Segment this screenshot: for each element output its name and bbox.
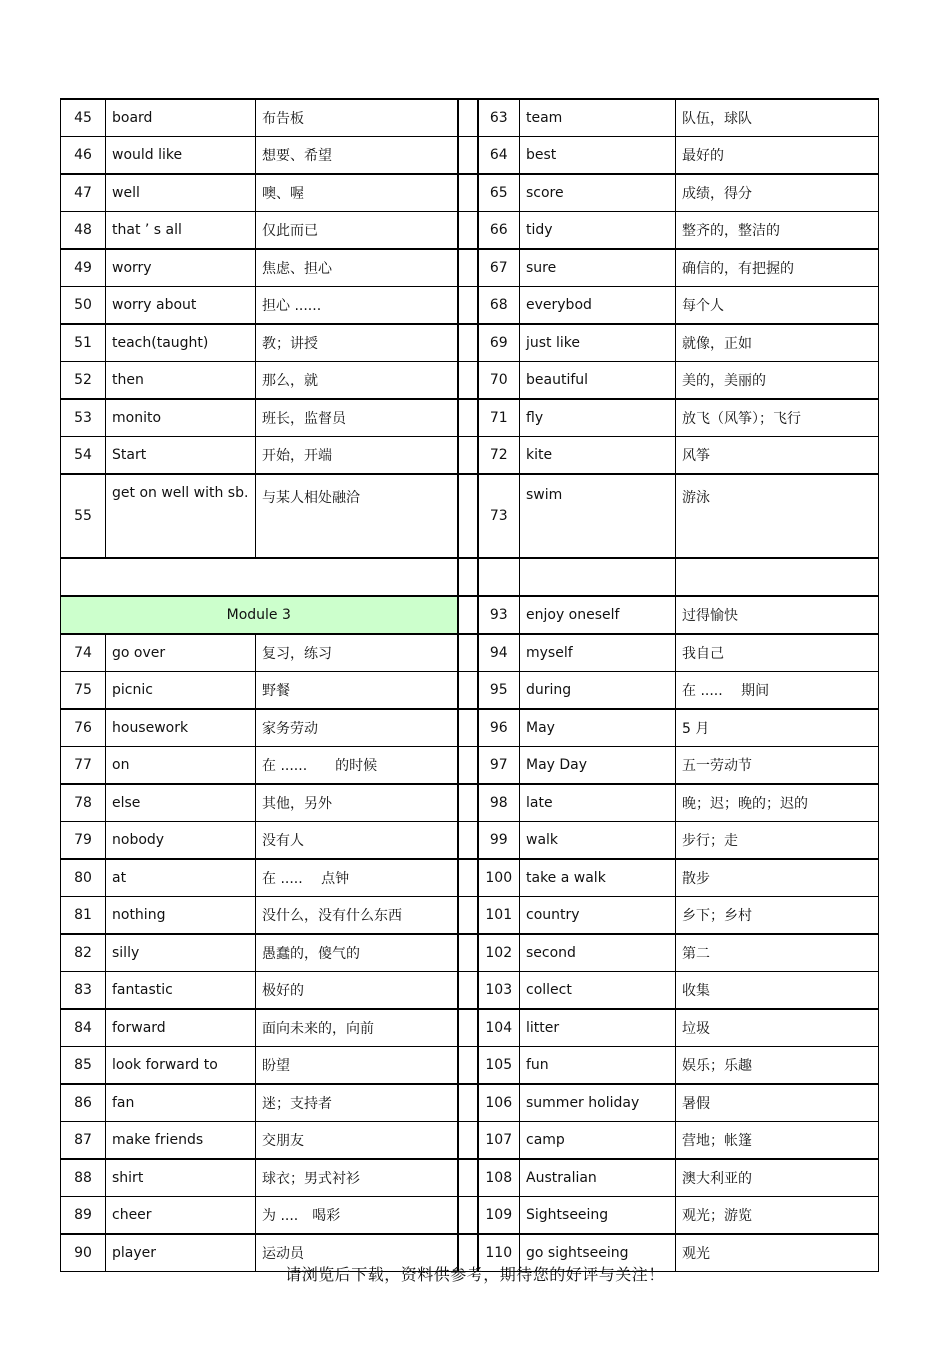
- chinese-meaning: 就像，正如: [676, 324, 879, 362]
- column-divider: [458, 822, 478, 860]
- english-term: Start: [106, 437, 256, 475]
- english-term: tidy: [520, 212, 676, 250]
- table-row: [61, 972, 879, 1010]
- entry-number: 69: [478, 324, 520, 362]
- vocab-row-55: [61, 474, 879, 634]
- entry-number: 70: [478, 362, 520, 400]
- english-term: at: [106, 859, 256, 897]
- vocab-rows-bottom: [61, 634, 879, 1272]
- entry-number: 95: [478, 672, 520, 710]
- entry-number: 71: [478, 399, 520, 437]
- empty-cell: [676, 558, 879, 596]
- empty-cell: [478, 558, 520, 596]
- english-term: during: [520, 672, 676, 710]
- entry-number: 109: [478, 1197, 520, 1235]
- english-term: late: [520, 784, 676, 822]
- chinese-meaning: 盼望: [256, 1047, 458, 1085]
- english-term: then: [106, 362, 256, 400]
- english-term: Sightseeing: [520, 1197, 676, 1235]
- column-divider: [458, 709, 478, 747]
- entry-number: 98: [478, 784, 520, 822]
- english-term: picnic: [106, 672, 256, 710]
- table-row: [61, 399, 879, 437]
- entry-number: 53: [61, 399, 106, 437]
- table-row: [61, 784, 879, 822]
- entry-number: 50: [61, 287, 106, 325]
- english-term: go over: [106, 634, 256, 672]
- english-term: take a walk: [520, 859, 676, 897]
- chinese-meaning: 野餐: [256, 672, 458, 710]
- chinese-meaning: 观光；游览: [676, 1197, 879, 1235]
- english-term: go sightseeing: [520, 1234, 676, 1272]
- english-term: else: [106, 784, 256, 822]
- chinese-meaning: 开始，开端: [256, 437, 458, 475]
- entry-number: 45: [61, 99, 106, 137]
- table-row: [61, 897, 879, 935]
- entry-number: 101: [478, 897, 520, 935]
- english-term: myself: [520, 634, 676, 672]
- english-term: summer holiday: [520, 1084, 676, 1122]
- entry-number: 83: [61, 972, 106, 1010]
- english-term: teach(taught): [106, 324, 256, 362]
- table-row: [61, 1122, 879, 1160]
- chinese-meaning: 过得愉快: [676, 596, 879, 634]
- english-term: beautiful: [520, 362, 676, 400]
- chinese-meaning: 在 ..... 期间: [676, 672, 879, 710]
- entry-number: 75: [61, 672, 106, 710]
- english-term: enjoy oneself: [520, 596, 676, 634]
- chinese-meaning: 担心 ......: [256, 287, 458, 325]
- column-divider: [458, 212, 478, 250]
- english-term: everybod: [520, 287, 676, 325]
- english-term: second: [520, 934, 676, 972]
- chinese-meaning: 极好的: [256, 972, 458, 1010]
- chinese-meaning: 迷；支持者: [256, 1084, 458, 1122]
- chinese-meaning: 成绩，得分: [676, 174, 879, 212]
- entry-number: 80: [61, 859, 106, 897]
- chinese-meaning: 5 月: [676, 709, 879, 747]
- table-row: [61, 324, 879, 362]
- entry-number: 104: [478, 1009, 520, 1047]
- empty-row: [61, 558, 879, 596]
- entry-number: 68: [478, 287, 520, 325]
- chinese-meaning: 没有人: [256, 822, 458, 860]
- english-term: cheer: [106, 1197, 256, 1235]
- chinese-meaning: 与某人相处融洽: [256, 474, 458, 558]
- chinese-meaning: 放飞（风筝）；飞行: [676, 399, 879, 437]
- chinese-meaning: 我自己: [676, 634, 879, 672]
- chinese-meaning: 在 ..... 点钟: [256, 859, 458, 897]
- english-term: Australian: [520, 1159, 676, 1197]
- entry-number: 86: [61, 1084, 106, 1122]
- entry-number: 46: [61, 137, 106, 175]
- column-divider: [458, 1159, 478, 1197]
- column-divider: [458, 249, 478, 287]
- english-term: well: [106, 174, 256, 212]
- english-term: just like: [520, 324, 676, 362]
- column-divider: [458, 324, 478, 362]
- table-row: [61, 859, 879, 897]
- chinese-meaning: 澳大利亚的: [676, 1159, 879, 1197]
- entry-number: 64: [478, 137, 520, 175]
- entry-number: 55: [61, 474, 106, 558]
- chinese-meaning: 交朋友: [256, 1122, 458, 1160]
- table-row: [61, 1047, 879, 1085]
- chinese-meaning: 五一劳动节: [676, 747, 879, 785]
- entry-number: 76: [61, 709, 106, 747]
- entry-number: 81: [61, 897, 106, 935]
- english-term: nobody: [106, 822, 256, 860]
- chinese-meaning: 家务劳动: [256, 709, 458, 747]
- entry-number: 54: [61, 437, 106, 475]
- english-term: May Day: [520, 747, 676, 785]
- table-row: [61, 249, 879, 287]
- english-term: May: [520, 709, 676, 747]
- chinese-meaning: 整齐的，整洁的: [676, 212, 879, 250]
- english-term: collect: [520, 972, 676, 1010]
- english-term: walk: [520, 822, 676, 860]
- table-row: [61, 1009, 879, 1047]
- entry-number: 82: [61, 934, 106, 972]
- english-term: get on well with sb.: [106, 474, 256, 558]
- entry-number: 89: [61, 1197, 106, 1235]
- table-row: [61, 709, 879, 747]
- empty-cell: [61, 558, 458, 596]
- chinese-meaning: 暑假: [676, 1084, 879, 1122]
- chinese-meaning: 焦虑、担心: [256, 249, 458, 287]
- chinese-meaning: 散步: [676, 859, 879, 897]
- chinese-meaning: 队伍，球队: [676, 99, 879, 137]
- entry-number: 99: [478, 822, 520, 860]
- column-divider: [458, 784, 478, 822]
- english-term: camp: [520, 1122, 676, 1160]
- english-term: housework: [106, 709, 256, 747]
- entry-number: 65: [478, 174, 520, 212]
- entry-number: 78: [61, 784, 106, 822]
- column-divider: [458, 474, 478, 558]
- entry-number: 110: [478, 1234, 520, 1272]
- entry-number: 63: [478, 99, 520, 137]
- chinese-meaning: 愚蠢的，傻气的: [256, 934, 458, 972]
- entry-number: 96: [478, 709, 520, 747]
- chinese-meaning: 那么，就: [256, 362, 458, 400]
- english-term: worry about: [106, 287, 256, 325]
- chinese-meaning: 最好的: [676, 137, 879, 175]
- english-term: sure: [520, 249, 676, 287]
- chinese-meaning: 其他，另外: [256, 784, 458, 822]
- chinese-meaning: 布告板: [256, 99, 458, 137]
- column-divider: [458, 1122, 478, 1160]
- entry-number: 106: [478, 1084, 520, 1122]
- column-divider: [458, 972, 478, 1010]
- column-divider: [458, 859, 478, 897]
- module-heading: Module 3: [61, 596, 458, 634]
- entry-number: 108: [478, 1159, 520, 1197]
- english-term: nothing: [106, 897, 256, 935]
- english-term: fan: [106, 1084, 256, 1122]
- entry-number: 49: [61, 249, 106, 287]
- column-divider: [458, 174, 478, 212]
- entry-number: 103: [478, 972, 520, 1010]
- english-term: that ’ s all: [106, 212, 256, 250]
- empty-cell: [520, 558, 676, 596]
- chinese-meaning: 风筝: [676, 437, 879, 475]
- column-divider: [458, 634, 478, 672]
- table-row: [61, 634, 879, 672]
- table-row: [61, 362, 879, 400]
- chinese-meaning: 步行；走: [676, 822, 879, 860]
- chinese-meaning: 乡下；乡村: [676, 897, 879, 935]
- chinese-meaning: 运动员: [256, 1234, 458, 1272]
- column-divider: [458, 137, 478, 175]
- english-term: make friends: [106, 1122, 256, 1160]
- entry-number: 93: [478, 596, 520, 634]
- english-term: board: [106, 99, 256, 137]
- entry-number: 48: [61, 212, 106, 250]
- entry-number: 88: [61, 1159, 106, 1197]
- entry-number: 77: [61, 747, 106, 785]
- column-divider: [458, 672, 478, 710]
- table-row: [61, 99, 879, 137]
- chinese-meaning: 没什么，没有什么东西: [256, 897, 458, 935]
- entry-number: 100: [478, 859, 520, 897]
- column-divider: [458, 1084, 478, 1122]
- chinese-meaning: 噢、喔: [256, 174, 458, 212]
- chinese-meaning: 营地；帐篷: [676, 1122, 879, 1160]
- column-divider: [458, 399, 478, 437]
- english-term: best: [520, 137, 676, 175]
- chinese-meaning: 面向未来的，向前: [256, 1009, 458, 1047]
- entry-number: 102: [478, 934, 520, 972]
- entry-number: 47: [61, 174, 106, 212]
- vocab-rows-top: [61, 99, 879, 474]
- entry-number: 66: [478, 212, 520, 250]
- chinese-meaning: 垃圾: [676, 1009, 879, 1047]
- column-divider: [458, 747, 478, 785]
- column-divider: [458, 287, 478, 325]
- chinese-meaning: 复习，练习: [256, 634, 458, 672]
- english-term: score: [520, 174, 676, 212]
- entry-number: 72: [478, 437, 520, 475]
- column-divider: [458, 934, 478, 972]
- entry-number: 74: [61, 634, 106, 672]
- english-term: country: [520, 897, 676, 935]
- table-row: [61, 437, 879, 475]
- chinese-meaning: 收集: [676, 972, 879, 1010]
- english-term: on: [106, 747, 256, 785]
- entry-number: 79: [61, 822, 106, 860]
- entry-number: 85: [61, 1047, 106, 1085]
- entry-number: 94: [478, 634, 520, 672]
- entry-number: 97: [478, 747, 520, 785]
- chinese-meaning: 在 ...... 的时候: [256, 747, 458, 785]
- chinese-meaning: 第二: [676, 934, 879, 972]
- footer-note: 请浏览后下载，资料供参考，期待您的好评与关注！: [285, 1265, 665, 1284]
- chinese-meaning: 观光: [676, 1234, 879, 1272]
- english-term: worry: [106, 249, 256, 287]
- column-divider: [458, 362, 478, 400]
- chinese-meaning: 仅此而已: [256, 212, 458, 250]
- entry-number: 73: [478, 474, 520, 558]
- table-row: [61, 474, 879, 558]
- chinese-meaning: 为 .... 喝彩: [256, 1197, 458, 1235]
- entry-number: 87: [61, 1122, 106, 1160]
- english-term: kite: [520, 437, 676, 475]
- module-row: [61, 596, 879, 634]
- table-row: [61, 1159, 879, 1197]
- table-row: [61, 1197, 879, 1235]
- english-term: silly: [106, 934, 256, 972]
- column-divider: [458, 558, 478, 596]
- english-term: fun: [520, 1047, 676, 1085]
- table-row: [61, 174, 879, 212]
- column-divider: [458, 897, 478, 935]
- table-row: [61, 934, 879, 972]
- english-term: swim: [520, 474, 676, 558]
- english-term: monito: [106, 399, 256, 437]
- table-row: [61, 822, 879, 860]
- chinese-meaning: 球衣；男式衬衫: [256, 1159, 458, 1197]
- english-term: shirt: [106, 1159, 256, 1197]
- chinese-meaning: 游泳: [676, 474, 879, 558]
- chinese-meaning: 美的，美丽的: [676, 362, 879, 400]
- entry-number: 107: [478, 1122, 520, 1160]
- english-term: fantastic: [106, 972, 256, 1010]
- table-row: [61, 287, 879, 325]
- chinese-meaning: 教；讲授: [256, 324, 458, 362]
- chinese-meaning: 每个人: [676, 287, 879, 325]
- column-divider: [458, 1047, 478, 1085]
- english-term: look forward to: [106, 1047, 256, 1085]
- vocabulary-table: [60, 98, 879, 1272]
- chinese-meaning: 想要、希望: [256, 137, 458, 175]
- chinese-meaning: 确信的，有把握的: [676, 249, 879, 287]
- entry-number: 90: [61, 1234, 106, 1272]
- column-divider: [458, 1009, 478, 1047]
- entry-number: 67: [478, 249, 520, 287]
- english-term: litter: [520, 1009, 676, 1047]
- chinese-meaning: 晚；迟；晚的；迟的: [676, 784, 879, 822]
- english-term: would like: [106, 137, 256, 175]
- entry-number: 105: [478, 1047, 520, 1085]
- english-term: team: [520, 99, 676, 137]
- english-term: forward: [106, 1009, 256, 1047]
- column-divider: [458, 1197, 478, 1235]
- column-divider: [458, 596, 478, 634]
- entry-number: 84: [61, 1009, 106, 1047]
- entry-number: 52: [61, 362, 106, 400]
- entry-number: 51: [61, 324, 106, 362]
- column-divider: [458, 437, 478, 475]
- table-row: [61, 747, 879, 785]
- chinese-meaning: 班长，监督员: [256, 399, 458, 437]
- english-term: player: [106, 1234, 256, 1272]
- table-row: [61, 212, 879, 250]
- table-row: [61, 672, 879, 710]
- column-divider: [458, 99, 478, 137]
- table-row: [61, 137, 879, 175]
- chinese-meaning: 娱乐；乐趣: [676, 1047, 879, 1085]
- english-term: fly: [520, 399, 676, 437]
- table-row: [61, 1084, 879, 1122]
